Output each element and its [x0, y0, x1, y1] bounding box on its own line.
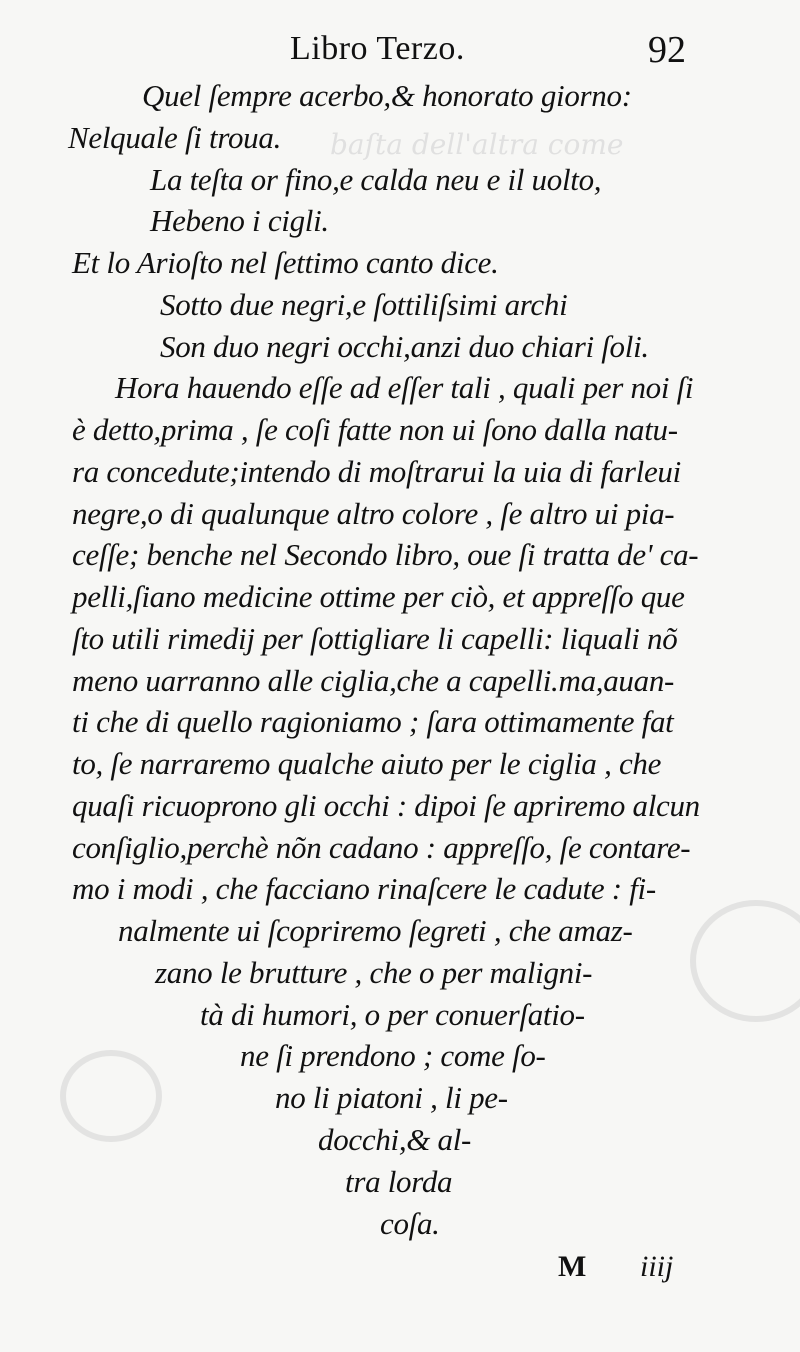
page-header [0, 22, 800, 72]
text-line: Hora hauendo eſſe ad eſſer tali , quali per noi ſi [115, 370, 694, 405]
text-line: ſto utili rimedij per ſottigliare li capelli: liquali nõ [72, 621, 678, 656]
text-line: tà di humori, o per conuerſatio- [200, 997, 585, 1032]
signature-letter: M [558, 1250, 587, 1283]
show-through-text: baſta dell'altra come [330, 128, 624, 161]
show-through-ornament [690, 900, 800, 1022]
text-line: Hebeno i cigli. [150, 203, 329, 238]
text-line: to, ſe narraremo qualche aiuto per le ciglia , che [72, 746, 662, 781]
text-line: pelli,ſiano medicine ottime per ciò, et appreſſo que [72, 579, 685, 614]
text-line: zano le brutture , che o per maligni- [155, 955, 593, 990]
text-line: Nelquale ſi troua. [68, 120, 282, 155]
text-line: coſa. [380, 1206, 440, 1241]
text-line: ne ſi prendono ; come ſo- [240, 1038, 546, 1073]
text-line: Sotto due negri,e ſottiliſsimi archi [160, 287, 568, 322]
text-line: quaſi ricuoprono gli occhi : dipoi ſe apriremo alcun [72, 788, 700, 823]
text-line: Quel ſempre acerbo,& honorato giorno: [142, 78, 632, 113]
text-line: Et lo Arioſto nel ſettimo canto dice. [72, 245, 499, 280]
text-line: docchi,& al- [318, 1122, 472, 1157]
text-line: Son duo negri occhi,anzi duo chiari ſoli. [160, 329, 649, 364]
text-line: meno uarranno alle ciglia,che a capelli.ma,auan- [72, 663, 675, 698]
text-line: nalmente ui ſcopriremo ſegreti , che amaz- [118, 913, 633, 948]
text-line: mo i modi , che facciano rinaſcere le cadute : fi- [72, 871, 656, 906]
text-line: ceſſe; benche nel Secondo libro, oue ſi tratta de' ca- [72, 537, 699, 572]
text-line: no li piatoni , li pe- [275, 1080, 508, 1115]
text-line: ra concedute;intendo di moſtrarui la uia di farleui [72, 454, 681, 489]
text-line: conſiglio,perchè nõn cadano : appreſſo, ſe contare- [72, 830, 691, 865]
text-line: è detto,prima , ſe coſi fatte non ui ſono dalla natu- [72, 412, 678, 447]
signature-number: iiij [640, 1250, 674, 1283]
text-line: La teſta or fino,e calda neu e il uolto, [150, 162, 602, 197]
text-line: negre,o di qualunque altro colore , ſe altro ui pia- [72, 496, 675, 531]
page-number: 92 [648, 29, 686, 71]
running-head: Libro Terzo. [290, 30, 465, 67]
show-through-ornament-2 [60, 1050, 162, 1142]
text-line: ti che di quello ragioniamo ; ſara ottimamente fat [72, 704, 674, 739]
text-line: tra lorda [345, 1164, 453, 1199]
